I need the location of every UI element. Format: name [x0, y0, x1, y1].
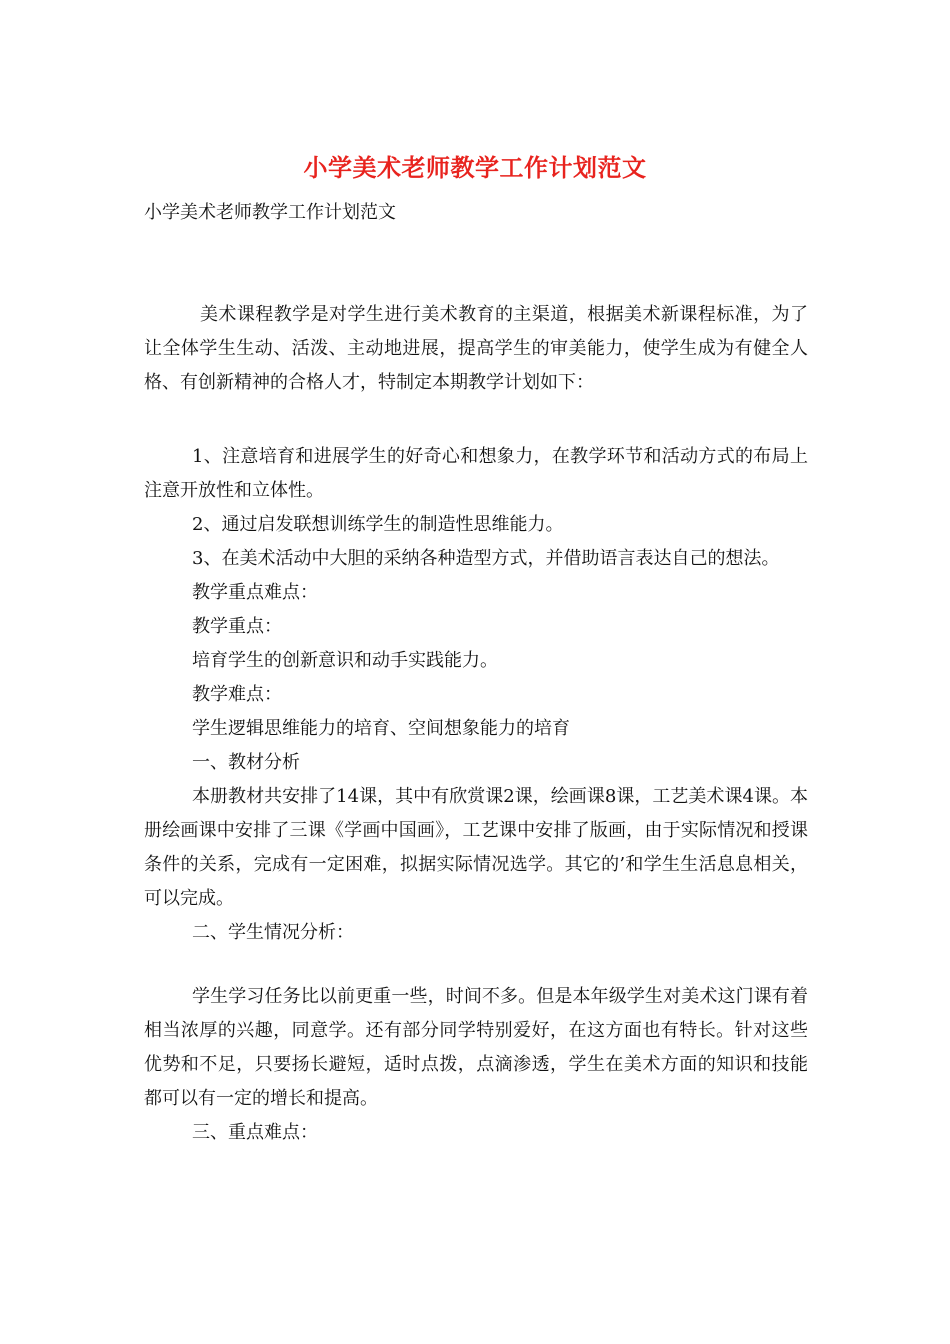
section-1-heading: 一、教材分析: [192, 752, 300, 773]
key-difficulty-heading: 教学重点难点：: [192, 582, 318, 603]
key-points-text: 培育学生的创新意识和动手实践能力。: [192, 650, 498, 671]
key-points-label: 教学重点：: [192, 616, 282, 637]
difficult-points-label: 教学难点：: [192, 684, 282, 705]
section-3-heading: 三、重点难点：: [192, 1122, 318, 1143]
section-2-heading: 二、学生情况分析：: [192, 922, 354, 943]
spacer: [144, 230, 808, 298]
spacer: [144, 950, 808, 980]
document-subtitle: 小学美术老师教学工作计划范文: [144, 202, 396, 223]
spacer: [144, 400, 808, 440]
intro-paragraph: 美术课程教学是对学生进行美术教育的主渠道，根据美术新课程标准，为了让全体学生生动、活泼、主动地进展，提高学生的审美能力，使学生成为有健全人格、有创新精神的合格人才，特制定本期教学计划如下：: [144, 304, 808, 393]
goal-item-1: 1、注意培育和进展学生的好奇心和想象力，在教学环节和活动方式的布局上注意开放性和立体性。: [144, 446, 808, 501]
goal-item-2: 2、通过启发联想训练学生的制造性思维能力。: [192, 514, 564, 535]
section-2-text: 学生学习任务比以前更重一些，时间不多。但是本年级学生对美术这门课有着相当浓厚的兴趣，同意学。还有部分同学特别爱好，在这方面也有特长。针对这些优势和不足，只要扬长避短，适时点拨，点滴渗透，学生在美术方面的知识和技能都可以有一定的增长和提高。: [144, 986, 808, 1109]
difficult-points-text: 学生逻辑思维能力的培育、空间想象能力的培育: [192, 718, 570, 739]
goal-item-3: 3、在美术活动中大胆的采纳各种造型方式，并借助语言表达自己的想法。: [192, 548, 780, 569]
document-title: 小学美术老师教学工作计划范文: [303, 153, 647, 182]
section-1-text: 本册教材共安排了14课，其中有欣赏课2课，绘画课8课，工艺美术课4课。本册绘画课中安排了三课《学画中国画》，工艺课中安排了版画，由于实际情况和授课条件的关系，完成有一定困难，拟据实际情况选学。其它的’和学生生活息息相关，可以完成。: [144, 786, 808, 909]
document-body: [144, 196, 808, 1150]
